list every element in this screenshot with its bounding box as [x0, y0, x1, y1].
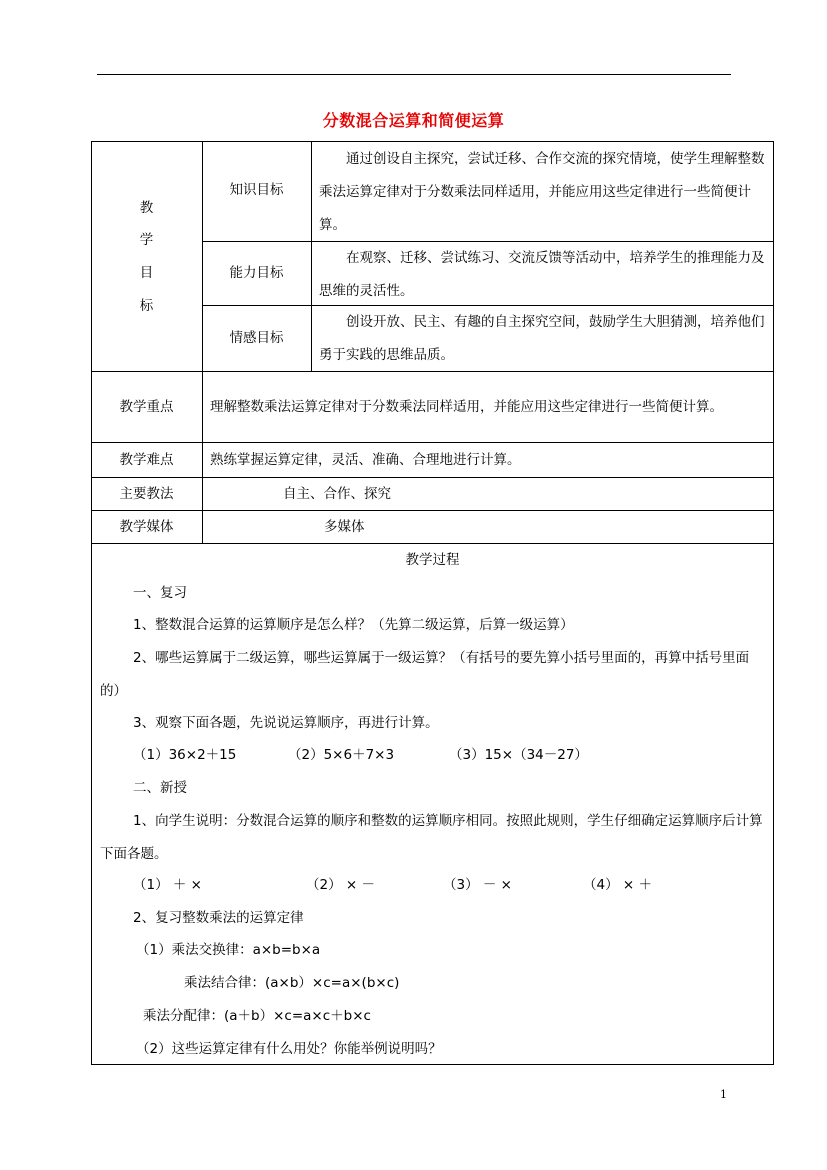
exercise-item: （4） × ＋	[583, 877, 652, 893]
table-rule	[311, 141, 312, 371]
process-line: 1、向学生说明：分数混合运算的顺序和整数的运算顺序相同。按照此规则，学生仔细确定运算顺序后计算下面各题。	[100, 813, 763, 862]
law-line: （1）乘法交换律：a×b=b×a	[136, 942, 321, 958]
exercise-item: （2）5×6＋7×3	[288, 747, 395, 763]
info-label: 教学难点	[119, 452, 174, 468]
section-heading: 二、新授	[133, 780, 187, 796]
objective-name: 知识目标	[229, 182, 284, 198]
exercise-item: （1） ＋ ×	[133, 877, 202, 893]
law-line: 乘法分配律：(a＋b）×c=a×c＋b×c	[143, 1008, 371, 1024]
law-line: 乘法结合律：(a×b）×c=a×(b×c)	[184, 975, 400, 991]
info-label: 教学媒体	[119, 519, 174, 535]
process-line: 3、观察下面各题，先说说运算顺序，再进行计算。	[133, 715, 439, 731]
process-heading: 教学过程	[405, 552, 460, 568]
exercise-item: （1）36×2＋15	[133, 747, 237, 763]
process-line: 2、哪些运算属于二级运算，哪些运算属于一级运算？（有括号的要先算小括号里面的，再算中括号里面的）	[100, 650, 750, 699]
table-rule	[91, 543, 774, 544]
info-value: 自主、合作、探究	[283, 486, 391, 502]
exercise-item: （2） × －	[306, 877, 375, 893]
info-value: 多媒体	[324, 519, 365, 535]
table-rule	[91, 510, 774, 511]
exercise-item: （3） － ×	[443, 877, 512, 893]
info-label: 主要教法	[119, 486, 174, 502]
info-value: 理解整数乘法运算定律对于分数乘法同样适用，并能应用这些定律进行一些简便计算。	[210, 399, 723, 415]
page-number: 1	[720, 1088, 727, 1101]
objective-name: 能力目标	[229, 265, 284, 281]
process-line: 1、整数混合运算的运算顺序是怎么样？（先算二级运算，后算一级运算）	[133, 617, 574, 633]
info-label: 教学重点	[119, 399, 174, 415]
objectives-label-char: 学	[139, 232, 154, 248]
process-line: 2、复习整数乘法的运算定律	[133, 910, 304, 926]
objective-text: 在观察、迁移、尝试练习、交流反馈等活动中，培养学生的推理能力及思维的灵活性。	[319, 250, 765, 299]
objective-name: 情感目标	[229, 330, 284, 346]
objectives-label-char: 教	[139, 200, 154, 216]
objective-text: 创设开放、民主、有趣的自主探究空间，鼓励学生大胆猜测，培养他们勇于实践的思维品质。	[319, 314, 765, 363]
document-title: 分数混合运算和简便运算	[322, 111, 505, 130]
table-rule	[91, 477, 774, 478]
section-heading: 一、复习	[133, 585, 187, 601]
header-rule	[97, 74, 731, 75]
exercise-item: （3）15×（34－27）	[449, 747, 588, 763]
objectives-label-char: 标	[139, 298, 154, 314]
info-value: 熟练掌握运算定律，灵活、准确、合理地进行计算。	[210, 452, 521, 468]
law-line: （2）这些运算定律有什么用处？你能举例说明吗？	[136, 1041, 442, 1057]
objectives-label-char: 目	[139, 265, 154, 281]
table-rule	[91, 442, 774, 443]
objective-text: 通过创设自主探究，尝试迁移、合作交流的探究情境，使学生理解整数乘法运算定律对于分数乘法同样适用，并能应用这些定律进行一些简便计算。	[319, 151, 765, 233]
